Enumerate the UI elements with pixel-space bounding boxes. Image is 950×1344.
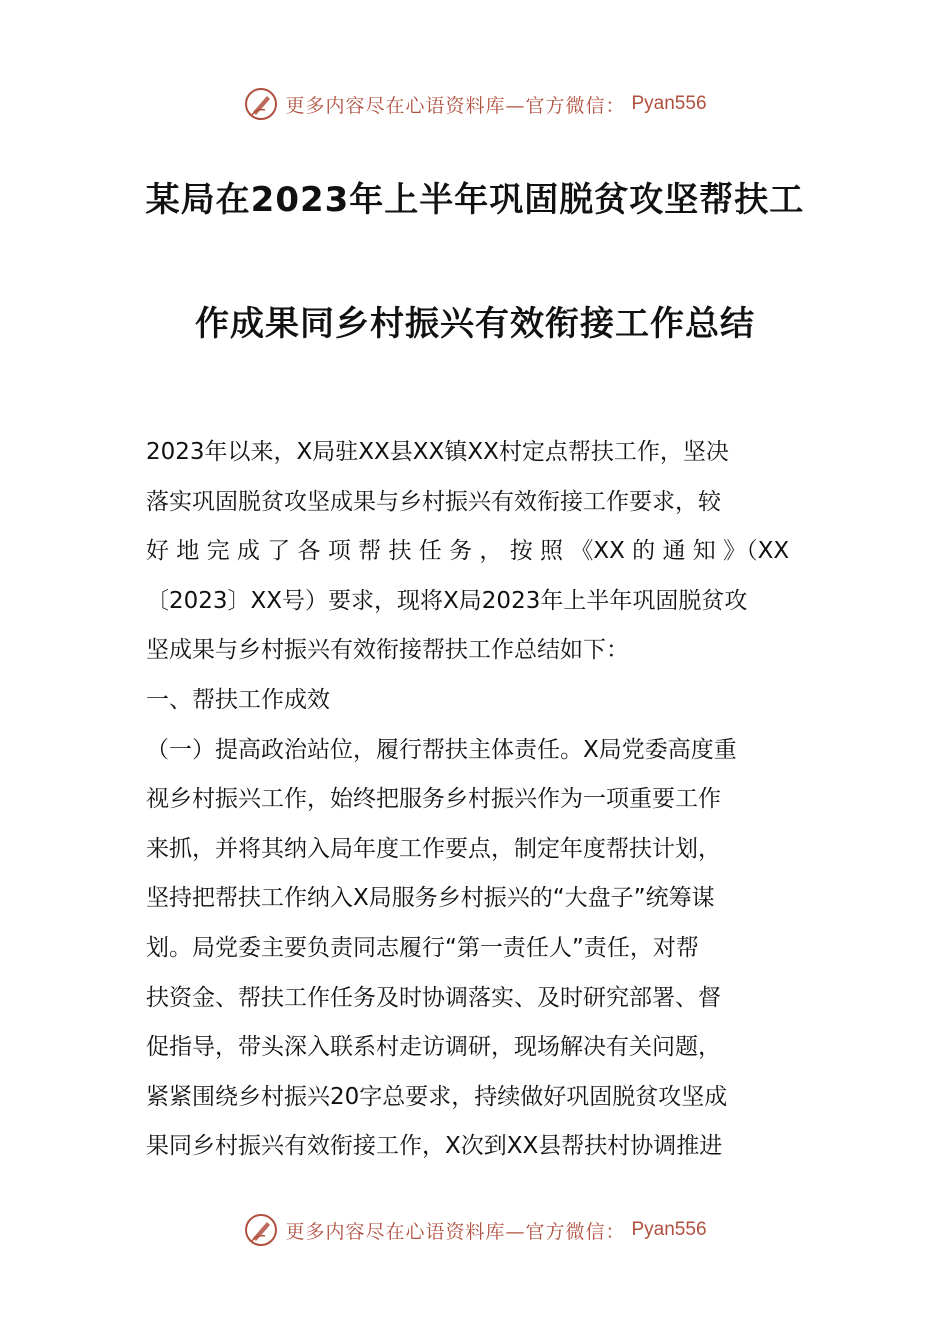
document-title-line-2: 作成果同乡村振兴有效衔接工作总结 [195, 304, 755, 344]
watermark-footer [0, 1210, 950, 1250]
pen-logo-icon [243, 86, 279, 122]
section-heading: 一、帮扶工作成效 [146, 686, 330, 713]
body-line: 扶资金、帮扶工作任务及时协调落实、及时研究部署、督 [146, 984, 721, 1011]
body-line: 紧紧围绕乡村振兴20字总要求，持续做好巩固脱贫攻坚成 [146, 1083, 728, 1110]
body-line: 〔2023〕XX号）要求，现将X局2023年上半年巩固脱贫攻 [146, 587, 748, 614]
watermark-handle: Pyan556 [631, 93, 707, 114]
document-title-line-1: 某局在2023年上半年巩固脱贫攻坚帮扶工 [145, 180, 805, 220]
body-line: 2023年以来，X局驻XX县XX镇XX村定点帮扶工作，坚决 [146, 439, 729, 465]
body-line: 落实巩固脱贫攻坚成果与乡村振兴有效衔接工作要求，较 [146, 488, 721, 515]
body-line: 促指导，带头深入联系村走访调研，现场解决有关问题， [146, 1034, 721, 1061]
watermark-header [0, 84, 950, 124]
watermark-handle: Pyan556 [631, 1219, 707, 1240]
body-line: 划。局党委主要负责同志履行“第一责任人”责任，对帮 [146, 934, 699, 961]
watermark-text: 更多内容尽在心语资料库—官方微信： [285, 94, 626, 117]
body-line: 坚成果与乡村振兴有效衔接帮扶工作总结如下： [146, 637, 629, 664]
body-line: 坚持把帮扶工作纳入X局服务乡村振兴的“大盘子”统筹谋 [146, 885, 715, 912]
body-line: 果同乡村振兴有效衔接工作，X次到XX县帮扶村协调推进 [146, 1133, 723, 1160]
body-line: 视乡村振兴工作，始终把服务乡村振兴作为一项重要工作 [146, 786, 721, 813]
body-line: 好 地 完 成 了 各 项 帮 扶 任 务 ， 按 照 《XX 的 通 知 》（XX [146, 538, 790, 565]
pen-logo-icon [243, 1212, 279, 1248]
body-line: （一）提高政治站位，履行帮扶主体责任。X局党委高度重 [146, 736, 737, 763]
watermark-text: 更多内容尽在心语资料库—官方微信： [285, 1220, 626, 1243]
body-line: 来抓，并将其纳入局年度工作要点，制定年度帮扶计划， [146, 835, 721, 862]
document-body [146, 428, 814, 1172]
